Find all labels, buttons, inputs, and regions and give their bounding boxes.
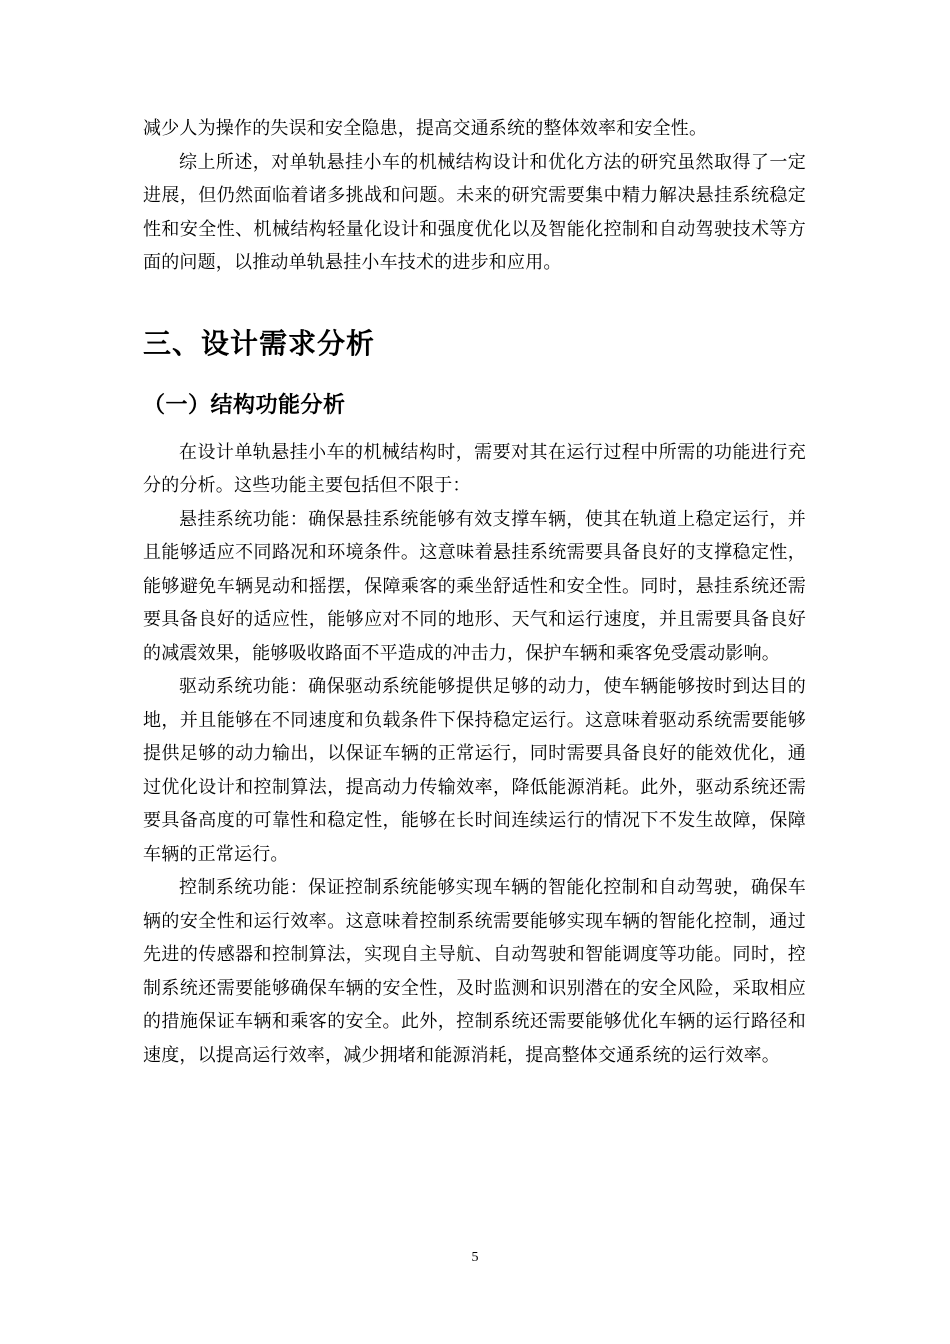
paragraph: 减少人为操作的失误和安全隐患，提高交通系统的整体效率和安全性。 [143, 118, 708, 139]
paragraph: 悬挂系统功能：确保悬挂系统能够有效支撑车辆，使其在轨道上稳定运行，并且能够适应不同路况和环境条件。这意味着悬挂系统需要具备良好的支撑稳定性，能够避免车辆晃动和摇摆，保障乘客的乘坐舒适性和安全性。同时，悬挂系统还需要具备良好的适应性，能够应对不同的地形、天气和运行速度，并且需要具备良好的减震效果，能够吸收路面不平造成的冲击力，保护车辆和乘客免受震动影响。 [143, 508, 806, 664]
paragraph: 驱动系统功能：确保驱动系统能够提供足够的动力，使车辆能够按时到达目的地，并且能够在不同速度和负载条件下保持稳定运行。这意味着驱动系统需要能够提供足够的动力输出，以保证车辆的正常运行，同时需要具备良好的能效优化，通过优化设计和控制算法，提高动力传输效率，降低能源消耗。此外，驱动系统还需要具备高度的可靠性和稳定性，能够在长时间连续运行的情况下不发生故障，保障车辆的正常运行。 [143, 676, 806, 865]
page-content [143, 112, 806, 1072]
subsection-heading-wrapper [143, 390, 806, 422]
page-number: 5 [471, 1250, 479, 1265]
paragraph: 综上所述，对单轨悬挂小车的机械结构设计和优化方法的研究虽然取得了一定进展，但仍然面临着诸多挑战和问题。未来的研究需要集中精力解决悬挂系统稳定性和安全性、机械结构轻量化设计和强度优化以及智能化控制和自动驾驶技术等方面的问题，以推动单轨悬挂小车技术的进步和应用。 [143, 151, 806, 273]
paragraph: 在设计单轨悬挂小车的机械结构时，需要对其在运行过程中所需的功能进行充分的分析。这些功能主要包括但不限于： [143, 441, 806, 496]
subsection-heading: （一）结构功能分析 [143, 392, 346, 418]
section-heading-wrapper [143, 324, 806, 364]
paragraph: 控制系统功能：保证控制系统能够实现车辆的智能化控制和自动驾驶，确保车辆的安全性和运行效率。这意味着控制系统需要能够实现车辆的智能化控制，通过先进的传感器和控制算法，实现自主导航、自动驾驶和智能调度等功能。同时，控制系统还需要能够确保车辆的安全性，及时监测和识别潜在的安全风险，采取相应的措施保证车辆和乘客的安全。此外，控制系统还需要能够优化车辆的运行路径和速度，以提高运行效率，减少拥堵和能源消耗，提高整体交通系统的运行效率。 [143, 877, 806, 1066]
paragraphs-after [143, 436, 806, 1073]
paragraphs-before [143, 112, 806, 280]
section-heading: 三、设计需求分析 [143, 326, 376, 360]
